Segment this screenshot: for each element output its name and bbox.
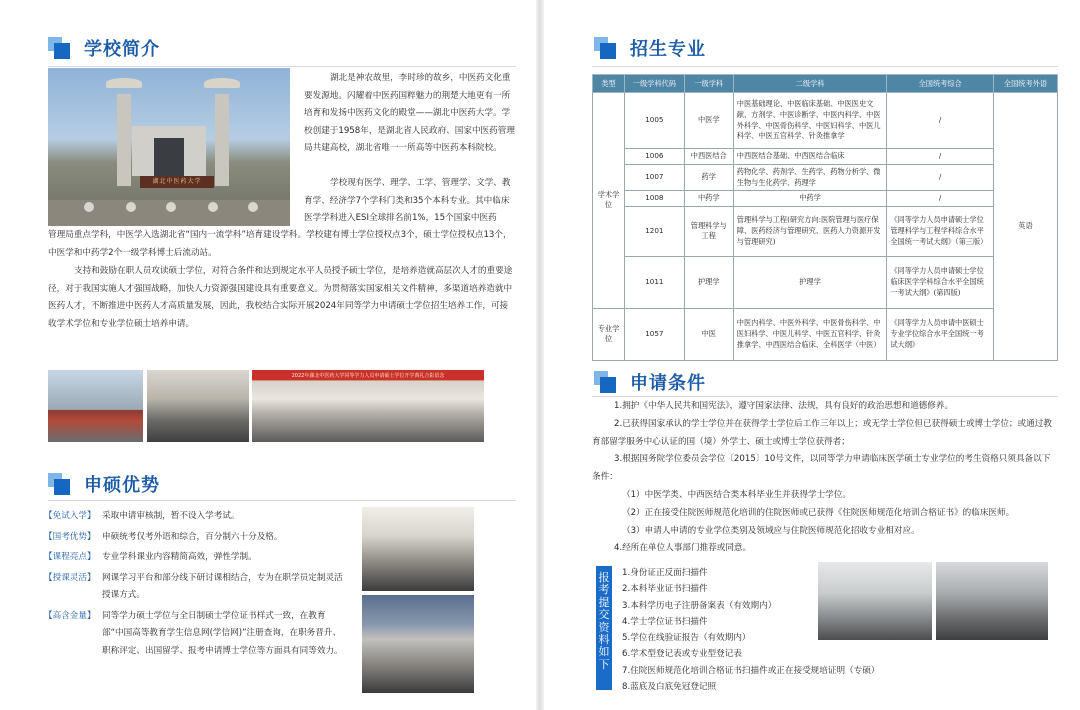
table-row: 1006 中西医结合 中西医结合基础、中西医结合临床 / (593, 149, 1058, 165)
advantage-item: 【授课灵活】 网课学习平台和部分线下研讨课相结合，专为在职学员定制灵活授课方式。 (44, 572, 343, 600)
requirement-item: 3.根据国务院学位委员会学位〔2015〕10号文件，以同等学力申请临床医学硕士专业学位的考生资格只须具备以下条件： (592, 454, 1051, 483)
intro-heading (48, 34, 160, 62)
classroom-photo (147, 370, 249, 442)
page-fold (536, 0, 544, 710)
campus-gate-photo (48, 68, 290, 226)
lecture-hall-photo (362, 507, 474, 591)
requirement-item: 2.已获得国家承认的学士学位并在获得学士学位后工作三年以上；或无学士学位但已获得硕士或博士学位；或通过教育部留学服务中心认证的国（境）外学士、硕士或博士学位获得者； (592, 418, 1052, 447)
intro-paragraph-1: 湖北是神农故里，李时珍的故乡，中医药文化重要发源地。闪耀着中医药国粹魅力的荆楚大地更有一所培育和发扬中医药文化的殿堂——湖北中医药大学。学校创建于1958年，是湖北省人民政府、国家中医药管理局共建高校，湖北省唯一一所高等中医药本科院校。 (304, 73, 515, 153)
advantages-list (44, 508, 344, 663)
lecture-photo (936, 562, 1048, 640)
divider (592, 396, 1058, 397)
divider (48, 500, 516, 501)
list-item: 1.身份证正反面扫描件 (622, 568, 708, 578)
intro-paragraph-2: 学校现有医学、理学、工学、管理学、文学、教育学、经济学7个学科门类和35个本科专业。其中临床医学学科进入ESI全球排名前1%，15个国家中医药 (304, 178, 511, 223)
section-square-icon (48, 473, 70, 495)
section-square-icon (594, 37, 616, 59)
majors-table (592, 74, 1058, 361)
requirement-item: （3）申请人申请的专业学位类别及领域应与住院医师规范化招收专业相对应。 (622, 525, 920, 536)
intro-title: 学校简介 (84, 39, 160, 60)
requirement-item: 1.拥护《中华人民共和国宪法》，遵守国家法律、法规，具有良好的政治思想和道德修养。 (614, 401, 954, 411)
requirement-item: （2）正在接受住院医师规范化培训的住院医师或已获得《住院医师规范化培训合格证书》的临床医师。 (622, 507, 1015, 518)
requirements-heading (594, 368, 706, 396)
section-square-icon (594, 371, 616, 393)
advantages-title: 申硕优势 (84, 475, 160, 496)
requirement-item: 4.经所在单位人事部门推荐或同意。 (614, 543, 752, 554)
advantage-item: 【课程亮点】 专业学科课业内容精简高效，弹性学制。 (44, 552, 257, 562)
group-photo-banner: 2022年湖北中医药大学同等学力人员申请硕士学位开学典礼合影留念 (291, 373, 445, 379)
section-square-icon (48, 37, 70, 59)
requirements-title: 申请条件 (630, 373, 706, 394)
table-row: 1201 管理科学与工程 管理科学与工程(研究方向:医院管理与医疗保障、医药经济与管理研究、医药人力资源开发与管理研究) 《同等学力人员申请硕士学位管理科学与工程学科综合水平全国统一考试大纲》（第三版） (593, 206, 1058, 256)
majors-heading (594, 34, 706, 62)
list-item: 2.本科毕业证书扫描件 (622, 584, 708, 595)
advantage-item: 【高含金量】 同等学力硕士学位与全日制硕士学位证书样式一致，在教育部“中国高等教育学生信息网(学信网)”注册查询，在职务晋升、职称评定、出国留学、报考申请博士学位等方面具有同等效力。 (44, 610, 343, 656)
table-row: 1011 护理学 护理学 《同等学力人员申请硕士学位临床医学学科综合水平全国统一考试大纲》(第四版) (593, 256, 1058, 308)
table-row: 专业学位 1057 中医 中医内科学、中医外科学、中医骨伤科学、中医妇科学、中医儿科学、中医五官科学、针灸推拿学、中西医结合临床、全科医学（中医） 《同等学力人员申请中医硕士专业学位综合水平全国统一考试大纲》 (593, 308, 1058, 360)
intro-paragraph-4: 支持和鼓励在职人员攻读硕士学位，对符合条件和达到规定水平人员授予硕士学位，是培养造就高层次人才的重要途径，对于我国实施人才强国战略，加快人力资源强国建设具有重要意义。为贯彻落实国家相关文件精神，多渠道培养造就中医药人才，不断推进中医药人才高质量发展，因此，我校结合实际开展2024年同等学力申请硕士学位招生培养工作，可接收学术学位和专业学位硕士培养申请。 (48, 266, 513, 329)
requirement-item: （1）中医学类、中西医结合类本科毕业生并获得学士学位。 (622, 489, 851, 500)
auditorium-photo (362, 595, 474, 693)
list-item: 8.蓝底及白底免冠登记照 (622, 682, 717, 693)
graduation-group-photo (252, 370, 484, 442)
list-item: 5.学位在线验证报告（有效期内） (622, 633, 751, 644)
divider (592, 66, 1058, 67)
right-page (544, 0, 1080, 710)
campus-building-photo (48, 370, 143, 442)
majors-title: 招生专业 (630, 39, 706, 60)
advantage-item: 【国考优势】 申硕统考仅考外语和综合，百分制六十分及格。 (44, 531, 283, 542)
list-item: 4.学士学位证书扫描件 (622, 616, 708, 627)
requirements-list (592, 398, 1056, 558)
campus-stone-sign: 湖北中医药大学 (140, 176, 214, 188)
list-item: 3.本科学历电子注册备案表（有效期内） (622, 600, 777, 611)
advantages-heading (48, 470, 160, 498)
documents-label: 报考提交资料如下 (596, 566, 612, 690)
left-page (0, 0, 536, 710)
table-row: 1008 中药学 中药学 / (593, 191, 1058, 207)
table-row: 1007 药学 药物化学、药剂学、生药学、药物分析学、微生物与生化药学、药理学 / (593, 165, 1058, 191)
table-header-row: 类型 一级学科代码 一级学科 二级学科 全国统考综合 全国统考外语 (593, 75, 1058, 93)
classroom-photo (818, 562, 932, 640)
list-item: 7.住院医师规范化培训合格证书扫描件或正在接受规培证明（专硕） (622, 665, 880, 676)
table-row: 学术学位 1005 中医学 中医基础理论、中医临床基础、中医医史文献、方剂学、中医诊断学、中医内科学、中医外科学、中医骨伤科学、中医妇科学、中医儿科学、中医五官科学、针灸推拿学 / 英语 (593, 93, 1058, 149)
list-item: 6.学术型登记表或专业型登记表 (622, 649, 742, 660)
divider (48, 66, 516, 67)
intro-paragraph-3: 管理局重点学科，中医学入选湖北省“国内一流学科”培育建设学科。学校建有博士学位授权点3个，硕士学位授权点13个，中医学和中药学2个一级学科博士后流动站。 (48, 230, 512, 258)
advantage-item: 【免试入学】 采取申请审核制，暂不设入学考试。 (44, 511, 240, 521)
